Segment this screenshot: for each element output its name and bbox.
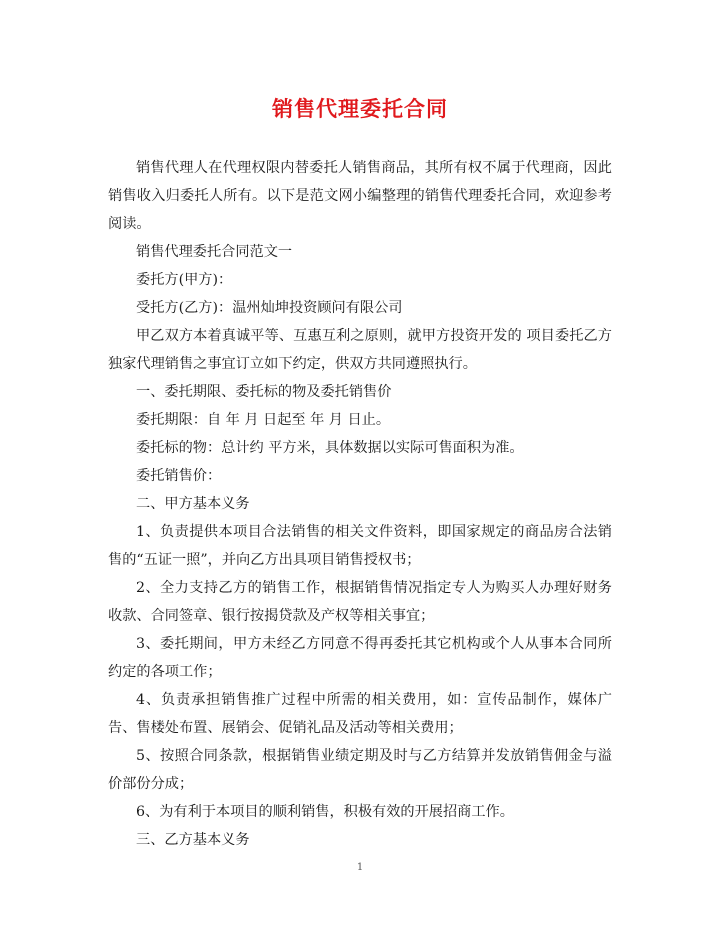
party-a-duty-4: 4、负责承担销售推广过程中所需的相关费用，如：宣传品制作，媒体广告、售楼处布置、展销会、促销礼品及活动等相关费用； bbox=[108, 692, 612, 736]
subject-line: 委托标的物：总计约 平方米，具体数据以实际可售面积为准。 bbox=[136, 440, 524, 456]
party-a-duty-6: 6、为有利于本项目的顺利销售，积极有效的开展招商工作。 bbox=[136, 804, 514, 820]
intro-paragraph: 销售代理人在代理权限内替委托人销售商品，其所有权不属于代理商，因此销售收入归委托人所有。以下是范文网小编整理的销售代理委托合同，欢迎参考阅读。 bbox=[108, 160, 612, 232]
party-a-duty-2: 2、全力支持乙方的销售工作，根据销售情况指定专人为购买人办理好财务收款、合同签章、银行按揭贷款及产权等相关事宜； bbox=[108, 580, 612, 624]
party-a-duty-3: 3、委托期间，甲方未经乙方同意不得再委托其它机构或个人从事本合同所约定的各项工作； bbox=[108, 636, 612, 680]
party-a-duty-5: 5、按照合同条款，根据销售业绩定期及时与乙方结算并发放销售佣金与溢价部份分成； bbox=[108, 748, 612, 792]
section-heading-3: 三、乙方基本义务 bbox=[136, 832, 250, 848]
party-a-duty-1: 1、负责提供本项目合法销售的相关文件资料，即国家规定的商品房合法销售的“五证一照”，并向乙方出具项目销售授权书； bbox=[108, 524, 612, 568]
price-line: 委托销售价： bbox=[136, 468, 222, 484]
document-title: 销售代理委托合同 bbox=[272, 96, 448, 121]
sample-heading: 销售代理委托合同范文一 bbox=[136, 244, 293, 260]
party-b-line: 受托方(乙方)：温州灿坤投资顾问有限公司 bbox=[136, 300, 403, 316]
agreement-preamble: 甲乙双方本着真诚平等、互惠互利之原则，就甲方投资开发的 项目委托乙方独家代理销售之事宜订立如下约定，供双方共同遵照执行。 bbox=[108, 328, 612, 372]
term-line: 委托期限：自 年 月 日起至 年 月 日止。 bbox=[136, 412, 391, 428]
page-number: 1 bbox=[356, 862, 364, 873]
party-a-line: 委托方(甲方)： bbox=[136, 272, 233, 288]
section-heading-2: 二、甲方基本义务 bbox=[136, 496, 250, 512]
section-heading-1: 一、委托期限、委托标的物及委托销售价 bbox=[136, 384, 392, 400]
document-body bbox=[108, 154, 612, 854]
